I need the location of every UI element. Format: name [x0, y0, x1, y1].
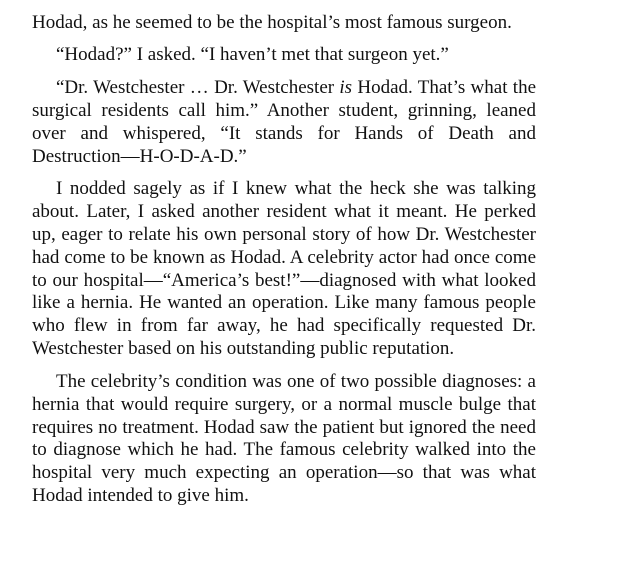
- paragraph-3: [32, 77, 536, 169]
- paragraph-text: Hodad, as he seemed to be the hospital’s most famous surgeon.: [32, 12, 512, 33]
- paragraph-4: [32, 178, 536, 361]
- paragraph-5: [32, 371, 536, 508]
- paragraph-text: The celebrity’s condition was one of two possible diagnoses: a hernia that would require surgery, or a normal muscle bulge that requires no treatment. Hodad saw the patient but ignored the need to diagnose which he had. The famous celebrity walked into the hospital very much expecting an operation—so that was what Hodad intended to give him.: [32, 370, 536, 507]
- paragraph-2: [32, 44, 536, 67]
- book-page: [32, 12, 536, 518]
- paragraph-text: “Dr. Westchester … Dr. Westchester: [56, 76, 340, 98]
- paragraph-text: Hodad. That’s what the surgical residents call him.” Another student, grinning, leaned over and whispered, “It stands for Hands of Death and Destruction—H-O-D-A-D.”: [32, 76, 536, 167]
- paragraph-1: [32, 12, 536, 35]
- emphasis-text: is: [339, 76, 353, 98]
- paragraph-text: I nodded sagely as if I knew what the heck she was talking about. Later, I asked another resident what it meant. He perked up, eager to relate his own personal story of how Dr. Westchester had come to be known as Hodad. A celebrity actor had once come to our hospital—“America’s best!”—diagnosed with what looked like a hernia. He wanted an operation. Like many famous people who flew in from far away, he had specifically requested Dr. Westchester based on his outstanding public reputation.: [32, 177, 536, 360]
- paragraph-text: “Hodad?” I asked. “I haven’t met that surgeon yet.”: [56, 44, 449, 66]
